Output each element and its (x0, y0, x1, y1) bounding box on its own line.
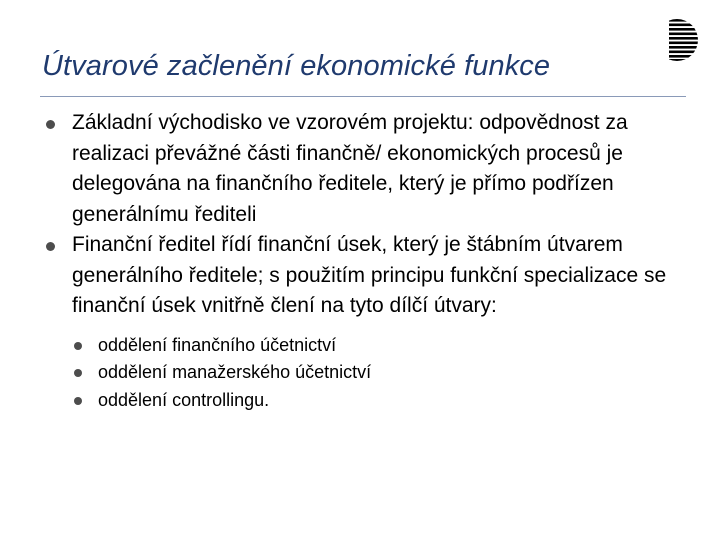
sub-bullet-item (72, 359, 684, 387)
sub-bullet-list (72, 332, 684, 415)
bullet-item (44, 108, 684, 230)
sub-bullet-text: oddělení manažerského účetnictví (98, 362, 372, 382)
sub-bullet-item (72, 387, 684, 415)
bullet-dot-icon (46, 242, 55, 251)
bullet-text: Finanční ředitel řídí finanční úsek, který je štábním útvarem generálního ředitele; s použitím principu funkční specializace se finanční úsek vnitřně člení na tyto dílčí útvary: (72, 233, 667, 317)
sub-bullet-dot-icon (74, 397, 82, 405)
sub-bullet-item (72, 332, 684, 360)
bullet-item (44, 230, 684, 414)
bullet-text: Základní východisko ve vzorovém projektu: odpovědnost za realizaci převážné části finančně/ ekonomických procesů je delegována na finančního ředitele, který je přímo podřízen generálnímu řediteli (72, 111, 628, 226)
sub-bullet-text: oddělení finančního účetnictví (98, 334, 337, 355)
sub-bullet-dot-icon (74, 342, 82, 350)
bullet-list (44, 108, 684, 414)
sub-bullet-dot-icon (74, 369, 82, 377)
title-divider (40, 96, 686, 97)
bullet-dot-icon (46, 120, 55, 129)
sub-bullet-text: oddělení controllingu. (98, 389, 270, 410)
striped-globe-logo-icon (655, 18, 699, 62)
slide-title: Útvarové začlenění ekonomické funkce (42, 50, 551, 82)
